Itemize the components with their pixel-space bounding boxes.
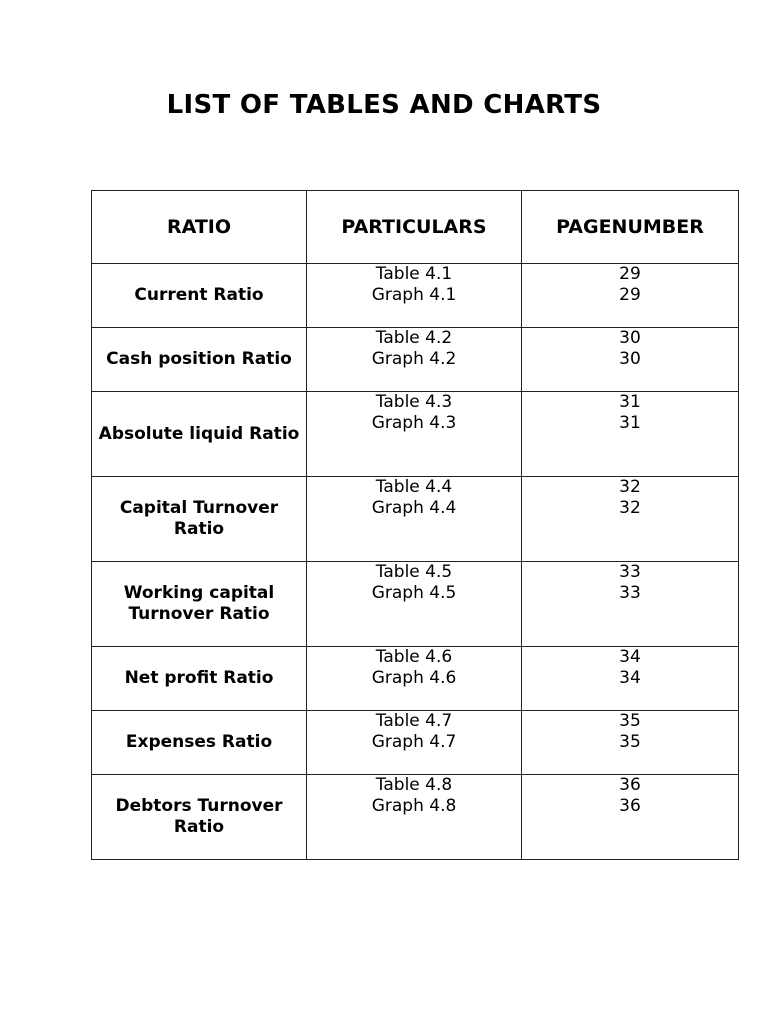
page-number-cell — [522, 775, 739, 860]
column-header-particulars: PARTICULARS — [307, 191, 522, 264]
contents-table — [91, 190, 739, 860]
ratio-name: Current Ratio — [92, 264, 307, 328]
table-page-number: 31 — [619, 392, 641, 412]
table-row — [92, 562, 739, 647]
table-page-number: 36 — [619, 775, 641, 795]
graph-reference: Graph 4.6 — [371, 668, 457, 688]
graph-reference: Graph 4.1 — [371, 285, 457, 305]
page-number-cell — [522, 647, 739, 711]
table-row — [92, 477, 739, 562]
table-reference: Table 4.4 — [375, 477, 453, 497]
graph-page-number: 34 — [619, 668, 641, 688]
page-number-cell — [522, 562, 739, 647]
graph-reference: Graph 4.5 — [371, 583, 457, 603]
particulars-cell — [307, 562, 522, 647]
table-row — [92, 328, 739, 392]
column-header-page-number: PAGENUMBER — [522, 191, 739, 264]
graph-page-number: 30 — [619, 349, 641, 369]
table-reference: Table 4.6 — [375, 647, 453, 667]
page-number-cell — [522, 477, 739, 562]
table-row — [92, 264, 739, 328]
ratio-name: Debtors Turnover Ratio — [92, 775, 307, 860]
particulars-cell — [307, 392, 522, 477]
table-page-number: 30 — [619, 328, 641, 348]
ratio-name: Capital Turnover Ratio — [92, 477, 307, 562]
graph-page-number: 29 — [619, 285, 641, 305]
table-reference: Table 4.7 — [375, 711, 453, 731]
page-number-cell — [522, 264, 739, 328]
graph-reference: Graph 4.2 — [371, 349, 457, 369]
particulars-cell — [307, 775, 522, 860]
table-row — [92, 392, 739, 477]
page-number-cell — [522, 328, 739, 392]
table-row — [92, 647, 739, 711]
ratio-name: Net profit Ratio — [92, 647, 307, 711]
table-reference: Table 4.3 — [375, 392, 453, 412]
page-number-cell — [522, 711, 739, 775]
ratio-name: Expenses Ratio — [92, 711, 307, 775]
table-row — [92, 775, 739, 860]
table-reference: Table 4.5 — [375, 562, 453, 582]
ratio-name: Working capital Turnover Ratio — [92, 562, 307, 647]
table-page-number: 35 — [619, 711, 641, 731]
graph-page-number: 33 — [619, 583, 641, 603]
table-reference: Table 4.1 — [375, 264, 453, 284]
ratio-name: Absolute liquid Ratio — [92, 392, 307, 477]
page-number-cell — [522, 392, 739, 477]
table-page-number: 33 — [619, 562, 641, 582]
particulars-cell — [307, 711, 522, 775]
particulars-cell — [307, 477, 522, 562]
particulars-cell — [307, 264, 522, 328]
page-title: LIST OF TABLES AND CHARTS — [166, 90, 602, 120]
graph-reference: Graph 4.4 — [371, 498, 457, 518]
column-header-ratio: RATIO — [92, 191, 307, 264]
table-reference: Table 4.8 — [375, 775, 453, 795]
graph-reference: Graph 4.7 — [371, 732, 457, 752]
graph-page-number: 31 — [619, 413, 641, 433]
graph-page-number: 36 — [619, 796, 641, 816]
graph-reference: Graph 4.8 — [371, 796, 457, 816]
particulars-cell — [307, 328, 522, 392]
table-row — [92, 711, 739, 775]
ratio-name: Cash position Ratio — [92, 328, 307, 392]
table-reference: Table 4.2 — [375, 328, 453, 348]
table-page-number: 34 — [619, 647, 641, 667]
table-page-number: 29 — [619, 264, 641, 284]
graph-page-number: 32 — [619, 498, 641, 518]
particulars-cell — [307, 647, 522, 711]
table-page-number: 32 — [619, 477, 641, 497]
graph-page-number: 35 — [619, 732, 641, 752]
header-row — [92, 191, 739, 264]
graph-reference: Graph 4.3 — [371, 413, 457, 433]
